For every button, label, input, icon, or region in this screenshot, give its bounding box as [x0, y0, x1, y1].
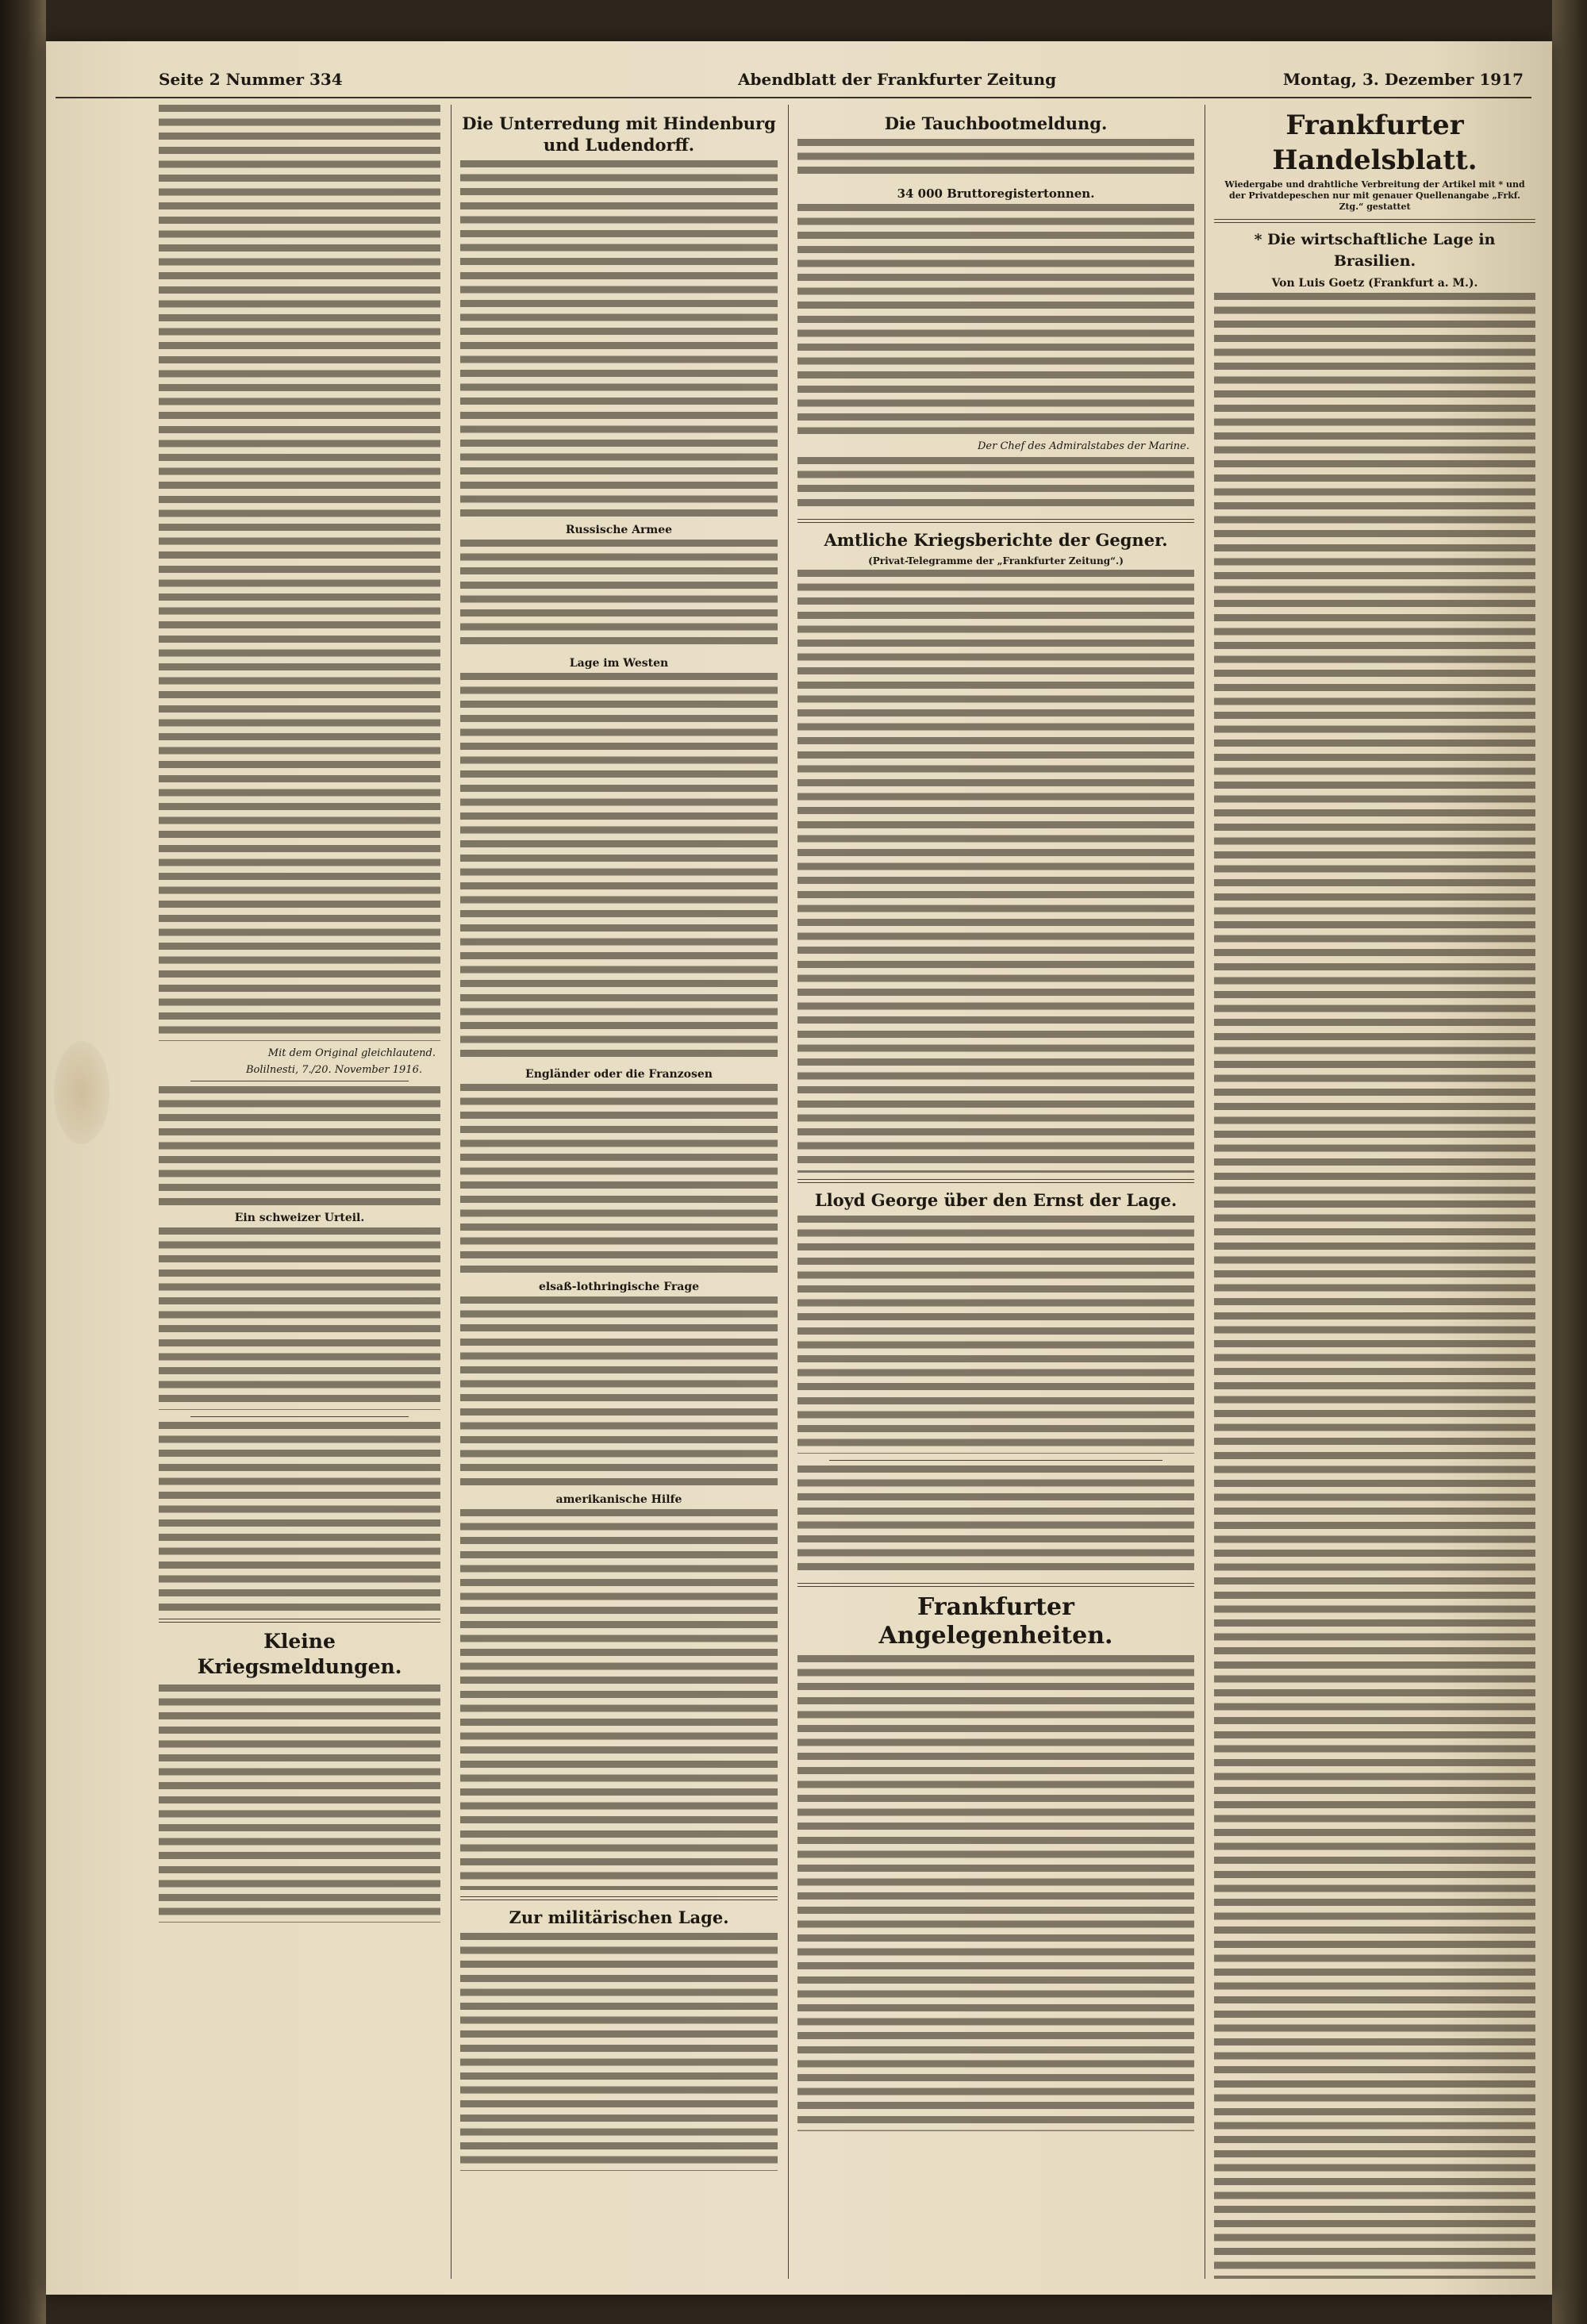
article-subhead: Ein schweizer Urteil.: [234, 1212, 365, 1224]
signature-line: Mit dem Original gleichlautend.: [267, 1047, 436, 1059]
paper-stain: [54, 1041, 110, 1144]
page-edge: [1552, 0, 1587, 2324]
article-headline: Die Unterredung mit Hindenburg und Ludendorff.: [462, 113, 776, 155]
article-subhead: elsaß-lothringische Frage: [538, 1281, 700, 1293]
column-2: [460, 105, 778, 2279]
article-text: [460, 673, 778, 1062]
section-notice: Wiedergabe und drahtliche Verbreitung der Artikel mit * und der Privatdepeschen nur mit genauer Quellenangabe „Frkf. Ztg.“ gestattet: [1224, 179, 1525, 212]
column-divider: [451, 105, 452, 2279]
column-divider: [788, 105, 789, 2279]
article-headline: Amtliche Kriegsberichte der Gegner.: [824, 530, 1168, 550]
divider: [190, 1416, 409, 1417]
article-subhead: Russische Armee: [565, 524, 673, 536]
column-3: [797, 105, 1194, 2279]
article-text: [460, 540, 778, 651]
page-header: [56, 70, 1531, 98]
article-text: [797, 139, 1194, 180]
article-lead: 34 000 Bruttoregistertonnen.: [897, 186, 1095, 201]
article-headline: * Die wirtschaftliche Lage in Brasilien.: [1254, 231, 1496, 270]
article-text: [1214, 293, 1535, 2279]
article-text: [797, 1655, 1194, 2131]
article-text: [460, 1933, 778, 2171]
binding-edge: [0, 0, 46, 2324]
page-number: Seite 2 Nummer 334: [159, 70, 343, 89]
article-text: [159, 105, 440, 1041]
article-text: [159, 1422, 440, 1612]
article-headline: Lloyd George über den Ernst der Lage.: [814, 1190, 1178, 1210]
double-rule: [797, 1583, 1194, 1587]
article-text: [797, 570, 1194, 1173]
issue-date: Montag, 3. Dezember 1917: [1282, 70, 1524, 89]
section-title: Frankfurter Handelsblatt.: [1272, 109, 1477, 176]
article-text: [460, 1509, 778, 1890]
article-headline: Frankfurter Angelegenheiten.: [878, 1593, 1113, 1650]
double-rule: [797, 1179, 1194, 1183]
article-text: [159, 1227, 440, 1410]
column-1: [159, 105, 440, 2279]
article-byline: Von Luis Goetz (Frankfurt a. M.).: [1271, 277, 1478, 290]
article-text: [797, 204, 1194, 434]
double-rule: [1214, 219, 1535, 223]
article-subhead: (Privat-Telegramme der „Frankfurter Zeitung“.): [868, 555, 1124, 567]
article-text: [159, 1086, 440, 1205]
paper-title: Abendblatt der Frankfurter Zeitung: [738, 70, 1057, 89]
article-subhead: Lage im Westen: [569, 657, 669, 670]
double-rule: [460, 1896, 778, 1900]
article-headline: Zur militärischen Lage.: [509, 1907, 729, 1927]
article-text: [460, 1296, 778, 1487]
article-text: [797, 1465, 1194, 1577]
article-headline: Kleine Kriegsmeldungen.: [197, 1630, 402, 1678]
article-text: [460, 160, 778, 517]
signature-line: Der Chef des Admiralstabes der Marine.: [977, 440, 1189, 452]
article-text: [460, 1084, 778, 1274]
divider: [829, 1460, 1162, 1461]
column-4: [1214, 105, 1535, 2279]
dateline: Bolilnesti, 7./20. November 1916.: [246, 1064, 422, 1076]
article-subhead: Engländer oder die Franzosen: [525, 1068, 713, 1081]
article-subhead: amerikanische Hilfe: [555, 1493, 682, 1506]
double-rule: [159, 1619, 440, 1623]
article-text: [797, 1216, 1194, 1454]
double-rule: [797, 519, 1194, 523]
article-text: [159, 1684, 440, 1923]
article-text: [797, 457, 1194, 513]
article-headline: Die Tauchbootmeldung.: [884, 113, 1108, 133]
